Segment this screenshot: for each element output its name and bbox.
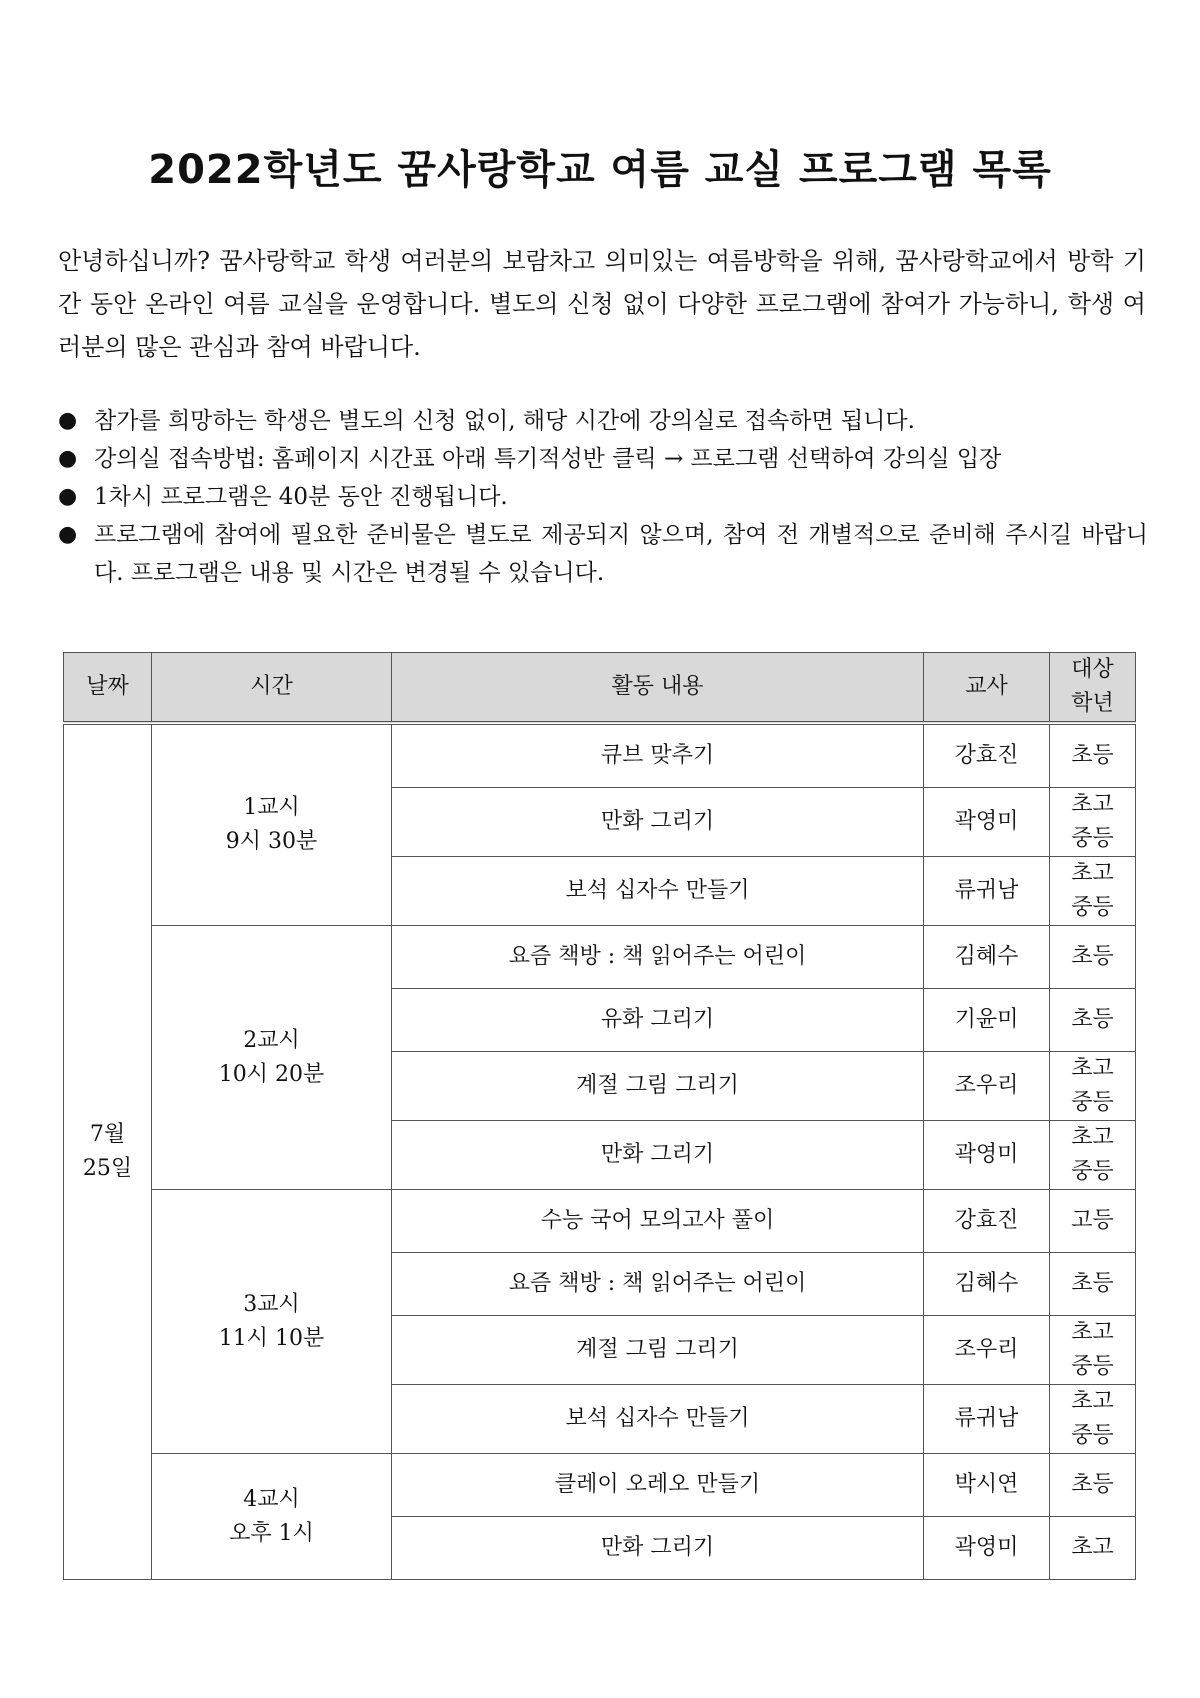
teacher-cell: 곽영미 — [924, 788, 1050, 857]
target-grade-cell: 초고 중등 — [1050, 1385, 1136, 1454]
target-grade-cell: 고등 — [1050, 1190, 1136, 1253]
teacher-cell: 김혜수 — [924, 1253, 1050, 1316]
activity-cell: 수능 국어 모의고사 풀이 — [392, 1190, 924, 1253]
table-row — [64, 723, 1136, 788]
target-grade-cell: 초등 — [1050, 926, 1136, 989]
period-cell: 3교시 11시 10분 — [152, 1190, 392, 1454]
table-row — [64, 1190, 1136, 1253]
target-grade-cell: 초등 — [1050, 989, 1136, 1052]
target-grade-cell: 초고 중등 — [1050, 1052, 1136, 1121]
target-grade-cell: 초등 — [1050, 723, 1136, 788]
header-activity: 활동 내용 — [392, 653, 924, 724]
intro-paragraph: 안녕하십니까? 꿈사랑학교 학생 여러분의 보람차고 의미있는 여름방학을 위해, 꿈사랑학교에서 방학 기간 동안 온라인 여름 교실을 운영합니다. 별도의 신청 없이 다양한 프로그램에 참여가 가능하니, 학생 여러분의 많은 관심과 참여 바랍니다. — [58, 247, 1146, 361]
date-cell: 7월 25일 — [64, 723, 152, 1580]
bullet-icon: ● — [58, 484, 78, 509]
activity-cell: 만화 그리기 — [392, 1121, 924, 1190]
teacher-cell: 조우리 — [924, 1316, 1050, 1385]
activity-cell: 유화 그리기 — [392, 989, 924, 1052]
teacher-cell: 박시연 — [924, 1454, 1050, 1517]
period-cell: 1교시 9시 30분 — [152, 723, 392, 926]
activity-cell: 보석 십자수 만들기 — [392, 1385, 924, 1454]
notice-text: 1차시 프로그램은 40분 동안 진행됩니다. — [94, 484, 508, 510]
target-grade-cell: 초고 중등 — [1050, 1316, 1136, 1385]
target-grade-cell: 초고 중등 — [1050, 1121, 1136, 1190]
notice-item — [58, 478, 1148, 516]
page-title: 2022학년도 꿈사랑학교 여름 교실 프로그램 목록 — [148, 147, 1052, 193]
teacher-cell: 류귀남 — [924, 1385, 1050, 1454]
period-cell: 2교시 10시 20분 — [152, 926, 392, 1190]
teacher-cell: 기윤미 — [924, 989, 1050, 1052]
notice-item — [58, 402, 1148, 440]
table-body — [64, 723, 1136, 1580]
target-grade-cell: 초고 중등 — [1050, 788, 1136, 857]
teacher-cell: 김혜수 — [924, 926, 1050, 989]
target-grade-cell: 초등 — [1050, 1454, 1136, 1517]
header-date: 날짜 — [64, 653, 152, 724]
activity-cell: 큐브 맞추기 — [392, 723, 924, 788]
teacher-cell: 강효진 — [924, 1190, 1050, 1253]
teacher-cell: 곽영미 — [924, 1121, 1050, 1190]
activity-cell: 만화 그리기 — [392, 1517, 924, 1580]
activity-cell: 요즘 책방 : 책 읽어주는 어린이 — [392, 926, 924, 989]
target-grade-cell: 초고 — [1050, 1517, 1136, 1580]
activity-cell: 계절 그림 그리기 — [392, 1052, 924, 1121]
notice-text: 프로그램에 참여에 필요한 준비물은 별도로 제공되지 않으며, 참여 전 개별적으로 준비해 주시길 바랍니다. 프로그램은 내용 및 시간은 변경될 수 있습니다. — [94, 522, 1148, 586]
header-target: 대상 학년 — [1050, 653, 1136, 724]
notice-item — [58, 440, 1148, 478]
activity-cell: 요즘 책방 : 책 읽어주는 어린이 — [392, 1253, 924, 1316]
bullet-icon: ● — [58, 522, 78, 547]
activity-cell: 보석 십자수 만들기 — [392, 857, 924, 926]
activity-cell: 만화 그리기 — [392, 788, 924, 857]
target-grade-cell: 초고 중등 — [1050, 857, 1136, 926]
target-grade-cell: 초등 — [1050, 1253, 1136, 1316]
activity-cell: 계절 그림 그리기 — [392, 1316, 924, 1385]
bullet-icon: ● — [58, 446, 78, 471]
teacher-cell: 강효진 — [924, 723, 1050, 788]
activity-cell: 클레이 오레오 만들기 — [392, 1454, 924, 1517]
teacher-cell: 곽영미 — [924, 1517, 1050, 1580]
table-row — [64, 1454, 1136, 1517]
table-header-row — [64, 653, 1136, 724]
table-row — [64, 926, 1136, 989]
notice-list — [58, 402, 1148, 592]
header-teacher: 교사 — [924, 653, 1050, 724]
header-time: 시간 — [152, 653, 392, 724]
period-cell: 4교시 오후 1시 — [152, 1454, 392, 1580]
schedule-table — [63, 652, 1136, 1580]
notice-text: 강의실 접속방법: 홈페이지 시간표 아래 특기적성반 클릭 → 프로그램 선택하여 강의실 입장 — [94, 446, 1002, 472]
teacher-cell: 조우리 — [924, 1052, 1050, 1121]
notice-text: 참가를 희망하는 학생은 별도의 신청 없이, 해당 시간에 강의실로 접속하면 됩니다. — [94, 408, 915, 434]
teacher-cell: 류귀남 — [924, 857, 1050, 926]
bullet-icon: ● — [58, 408, 78, 433]
notice-item — [58, 516, 1148, 592]
